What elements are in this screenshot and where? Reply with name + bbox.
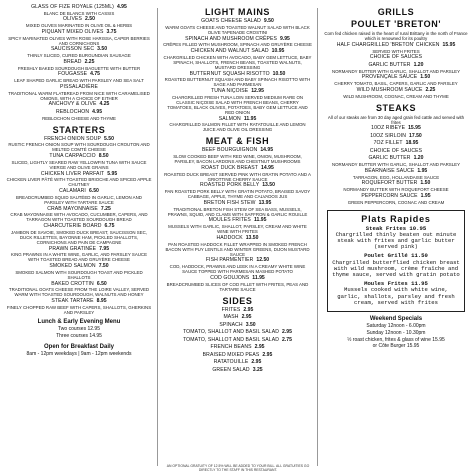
menu-item	[163, 201, 312, 217]
info-line: 8am - 12pm weekdays | 9am - 12pm weekends	[26, 350, 132, 357]
item-price: 3.50	[245, 321, 256, 328]
menu-item-line	[323, 149, 469, 155]
item-name: PEPPERCORN SAUCE	[361, 192, 418, 199]
plat-description: Chargrilled butterflied chicken breast with wild mushroom, crème fraîche and thyme sauce, served with gratin potato	[332, 258, 460, 278]
item-description: FINELY CHOPPED RAW BEEF WITH CAPERS, SHALLOTS, GHERKINS AND PARSLEY	[6, 304, 152, 315]
item-price: 1.50	[420, 180, 431, 187]
breakfast-heading: Open for Breakfast Daily	[43, 343, 115, 350]
item-name: SALMON	[218, 115, 241, 122]
item-name: ROAST DUCK BREAST	[201, 164, 259, 171]
menu-item	[6, 154, 152, 170]
item-price: 2.95	[254, 344, 265, 351]
item-price: 2.95	[243, 306, 254, 313]
steaks-heading: STEAKS	[375, 102, 417, 113]
menu-item	[6, 264, 152, 280]
menu-item	[6, 17, 152, 28]
weekend-specials-heading: Weekend Specials	[369, 315, 423, 322]
menu-item	[323, 194, 469, 205]
item-name: GLASS OF FIZE ROYALE (125ML)	[31, 3, 114, 10]
item-description: SMOKED SALMON WITH SOURDOUGH TOAST AND PICKLED SHALLOTS	[15, 269, 143, 280]
item-name: CHICKEN LIVER PARFAIT	[40, 170, 105, 177]
menu-item	[163, 183, 312, 199]
item-name: BEEF BOURGUIGNON	[201, 147, 258, 154]
item-price: 13.50	[262, 182, 275, 189]
menu-item-line	[323, 43, 469, 49]
menu-item	[6, 102, 152, 108]
item-name: ANCHOVY & OLIVE	[48, 101, 97, 108]
item-name: PIQUANT MIXED OLIVES	[41, 28, 104, 35]
plat-name: Poulet Grillé	[364, 252, 408, 260]
item-price: 4.75	[90, 71, 101, 78]
item-price: 7.25	[100, 205, 111, 212]
item-description: CRAB MAYONNAISE WITH AVOCADO, CUCUMBER, CAPERS, AND TARRAGON WITH TOASTED SOURDOUGH BREAD	[10, 212, 148, 223]
item-name: ROASTED PORK BELLY	[200, 182, 260, 189]
item-price: 8.95	[96, 298, 107, 304]
item-name: 7OZ FILLET	[373, 140, 403, 147]
menu-item	[323, 149, 469, 155]
item-price: 1.50	[420, 74, 431, 81]
plat-name: Moules Frites	[364, 280, 408, 288]
item-name: TUNA NIÇOISE	[211, 88, 249, 94]
item-name: PISSALADIÈRE	[59, 83, 98, 90]
breakfast-lines	[6, 352, 152, 358]
item-price: 8.50	[98, 153, 109, 159]
item-price: 1.20	[413, 155, 424, 162]
menu-item	[163, 353, 312, 359]
item-description: FRESHLY BAKED SOURDOUGH BAGUETTE WITH BUTTER	[17, 65, 141, 71]
menu-item	[163, 236, 312, 257]
item-description: SLOW COOKED BEEF WITH RED WINE, ONION, MUSHROOM, PARSLEY, BACON LARDONS AND CHESTNUT MUSHROOMS	[173, 154, 302, 165]
item-name: BAKED CROTTIN	[51, 280, 94, 287]
item-price: 17.50	[409, 132, 422, 139]
item-name: WILD MUSHROOM SAUCE	[356, 86, 423, 93]
item-price: 12.50	[256, 257, 270, 264]
item-name: SAUCISSON SEC	[50, 46, 95, 53]
menu-item	[163, 37, 312, 48]
item-description: PAN ROASTED HADDOCK FILLET WRAPPED IN SMOKED FRENCH BACON WITH PUY LENTILS AND WINTER GREENS, DIJON MUSTARD SAUCE	[165, 241, 310, 257]
menu-item	[163, 166, 312, 182]
item-description: CHARGRILLED CHICKEN WITH AVOCADO, BABY GEM LETTUCE, BABY SPINACH, SHALLOTS, FRENCH BEANS, TOASTED WALNUTS, MUSTARD DRESSING	[163, 54, 312, 70]
item-description: MIXED OLIVES MARINATED IN OLIVE OIL & HERBS	[25, 23, 133, 28]
menu-item	[323, 181, 469, 192]
item-price: 6.75	[104, 223, 115, 229]
item-name: MOULES FRITES	[208, 217, 251, 224]
item-description: PAN ROASTED PORK BELLY WITH GRATIN POTATO, BRAISED SAVOY CABBAGE, APPLE, THYME AND CALVADOS JUS	[164, 189, 311, 200]
menu-item	[163, 89, 312, 115]
item-price: 7.95	[99, 245, 110, 252]
item-name: GOATS CHEESE SALAD	[201, 18, 261, 24]
menu-item	[163, 345, 312, 351]
menu-item	[6, 72, 152, 83]
item-description: MUSSELS WITH GARLIC, SHALLOT, PARSLEY, CREAM AND WHITE WINE WITH FRITES	[168, 224, 307, 235]
item-name: BRAISED MIXED PEAS	[202, 351, 260, 358]
plat-description: Mussels cooked with white wine, garlic, shallots, parsley and fresh cream, served with frites	[337, 286, 455, 306]
item-description: CHARGRILLED SALMON FILLET WITH RATATOUILLE AND LEMON JUICE AND OLIVE OIL DRESSING	[169, 122, 306, 133]
menu-item	[6, 60, 152, 71]
menu-item	[323, 55, 469, 61]
item-name: FRITES	[221, 306, 241, 313]
item-name: STEAK TARTARE	[51, 298, 94, 304]
item-price: 3.25	[252, 366, 263, 373]
item-name: OLIVES	[63, 16, 83, 23]
menu-item	[6, 299, 152, 315]
plat-description: Chargrilled thinly beaten out minute steak with frites and garlic butter (served pink)	[335, 230, 457, 251]
menu-item	[163, 258, 312, 274]
menu-item	[323, 43, 469, 54]
menu-item	[6, 47, 152, 58]
menu-item-line	[6, 102, 152, 108]
poulet-heading: POULET 'BRETON'	[350, 19, 442, 29]
item-description: NORMANDY BUTTER WITH GARLIC, SHALLOT AND PARSLEY	[331, 162, 461, 167]
item-name: CHICKEN AND WALNUT SALAD	[190, 48, 269, 54]
sides-list	[163, 308, 312, 374]
menu-item	[323, 126, 469, 132]
item-name: 10OZ SIRLOIN	[370, 132, 406, 139]
steaks-intro: All of our steaks are from 30 day aged grain fed cattle and served with frites	[327, 114, 465, 125]
item-description: NORMANDY BUTTER WITH ROQUEFORT CHEESE	[343, 187, 449, 192]
menu-item-line	[163, 338, 312, 344]
menu-item	[6, 30, 152, 46]
item-price: 1.20	[413, 61, 424, 68]
item-name: FISH PARMENTIER	[205, 257, 254, 264]
light-mains-list	[163, 19, 312, 132]
menu-item	[6, 224, 152, 245]
menu-item-line	[163, 360, 312, 366]
item-price: 2.95	[241, 314, 252, 321]
item-name: CHOICE OF SAUCES	[369, 147, 423, 154]
light-mains-heading: LIGHT MAINS	[204, 7, 271, 17]
item-price: 9.95	[279, 35, 290, 42]
lunch-menu-lines	[6, 327, 152, 340]
item-price: 3.50	[97, 46, 108, 53]
menu-column-middle	[163, 3, 312, 472]
item-price: 5.50	[103, 135, 114, 142]
menu-item	[323, 134, 469, 140]
menu-item-line	[163, 323, 312, 329]
column-divider	[157, 8, 158, 466]
menu-item-line	[323, 141, 469, 147]
item-price: 2.50	[85, 16, 95, 23]
plats-rapides-box	[327, 210, 465, 312]
item-description: TARRAGON, EGG, HOLLANDAISE SAUCE	[352, 174, 440, 180]
item-name: GARLIC BUTTER	[368, 61, 411, 68]
menu-item-line	[163, 353, 312, 359]
plat-price: 11.95	[411, 280, 428, 288]
menu-item	[6, 85, 152, 101]
weekend-specials-lines	[323, 324, 469, 350]
menu-item	[6, 110, 152, 121]
item-price: 12.95	[251, 88, 264, 94]
starters-heading: STARTERS	[52, 124, 106, 135]
item-name: TOMATO, SHALLOT AND BASIL SALAD	[183, 336, 280, 343]
item-description: TRADITIONAL BRETON FISH STEW OF SEA BASS, MUSSELS, PRAWNS, SQUID, AND CLAMS WITH SAFFRON & GARLIC ROUILLE	[167, 206, 308, 217]
menu-item	[163, 117, 312, 133]
menu-item	[6, 189, 152, 205]
item-name: CHARCUTERIE BOARD	[43, 223, 102, 229]
poulet-list	[323, 43, 469, 99]
item-description: RUSTIC FRENCH ONION SOUP WITH SOURDOUGH CROUTON AND MELTED COMTÉ CHEESE	[8, 142, 150, 153]
menu-item	[163, 19, 312, 35]
item-price: 2.25	[425, 86, 436, 93]
item-description: TRADITIONAL WARM FLATBREAD FROM NICE WITH CARAMELISED ONIONS, WITH A CHOICE OF EITHER	[8, 90, 150, 101]
plat-item	[331, 253, 461, 278]
item-name: REBLOCHON	[55, 108, 90, 115]
item-price: 9.50	[263, 18, 274, 24]
item-price: 3.75	[106, 28, 117, 35]
menu-item	[163, 148, 312, 164]
item-description: CHARGRILLED FRESH TUNA LOIN SERVED MEDIUM RARE ON CLASSIC NIÇOISE SALAD WITH FRENCH BEANS, CHERRY TOMATOES, BLACK OLIVES, POTATOES, BABY GEM LETTUCE AND RED ONION	[167, 94, 308, 115]
item-name: PRAWN GRATINÉE	[48, 245, 97, 252]
item-name: HALF CHARGRILLED 'BRETON' CHICKEN	[336, 41, 440, 48]
menu-item-line	[163, 315, 312, 321]
item-name: RATATOUILLE	[213, 359, 249, 366]
plat-price: 10.95	[409, 224, 427, 232]
item-name: HADDOCK	[216, 234, 243, 241]
starters-list	[6, 137, 152, 315]
menu-item-line	[163, 330, 312, 336]
menu-item-line	[163, 368, 312, 374]
item-price: 1.95	[420, 192, 431, 199]
column-divider	[317, 8, 318, 466]
menu-item-line	[323, 134, 469, 140]
item-price: 18.95	[405, 140, 419, 147]
item-name: FOUGASSE	[57, 71, 88, 78]
item-description: BREADCRUMBED SLICES OF COD FILLET WITH FRITES, PEAS AND TARTARE SAUCE	[166, 281, 309, 292]
item-name: PROVENÇALE SAUCE	[361, 74, 418, 81]
gratuity-footnote: AN OPTIONAL GRATUITY OF 12.5% WILL BE ADDED TO YOUR BILL. ALL GRATUITIES GO DIRECTLY TO THE STAFF IN THIS RESTAURANT.	[166, 464, 310, 473]
item-price: 11.95	[253, 217, 267, 224]
info-line: Sunday 12noon - 10.30pm	[366, 329, 426, 336]
steak-sauces-list	[323, 149, 469, 205]
menu-item	[323, 63, 469, 74]
menu-column-right	[323, 3, 469, 472]
item-name: BREAD	[63, 58, 82, 65]
menu-item	[323, 141, 469, 147]
item-price: 4.95	[116, 3, 127, 10]
item-price: 2.95	[251, 359, 262, 366]
item-description: JAMBON DE SAVOIE, SMOKED DUCK BREAST, SAUCISSON SEC, DUCK RILLETTES, BAYONNE HAM, PICKLED SHALLOTS, CORNICHONS AND PAIN DE CAMPAGNE	[10, 229, 148, 245]
menu-item	[163, 323, 312, 329]
item-price: 6.50	[96, 280, 107, 287]
menu-item	[6, 247, 152, 263]
item-description: CHERRY TOMATO, BASIL, CAPERS, GARLIC AND PARSLEY	[334, 81, 458, 86]
meat-fish-heading: MEAT & FISH	[205, 136, 270, 147]
item-price: 15.95	[408, 125, 421, 132]
item-price: 2.25	[84, 58, 95, 65]
item-price: 1.95	[417, 167, 428, 174]
item-description: SLICED, LIGHTLY SEARED RAW YELLOWFIN TUNA WITH SAUCE VIERGE AND OLIVE GRAINS	[11, 159, 147, 170]
menu-item-line	[163, 345, 312, 351]
menu-item	[323, 75, 469, 86]
item-description: CRÊPES FILLED WITH MUSHROOM, SPINACH AND GRUYÈRE CHEESE	[163, 42, 312, 48]
steaks-list	[323, 126, 469, 147]
item-price: 15.95	[442, 41, 456, 48]
menu-item	[6, 282, 152, 298]
item-description: SERVED WITH FRITES	[372, 48, 420, 54]
item-price: 14.95	[260, 147, 274, 154]
item-name: MASH	[223, 314, 239, 321]
item-name: TOMATO, SHALLOT AND BASIL SALAD	[183, 329, 280, 336]
menu-item	[6, 137, 152, 153]
menu-item	[323, 156, 469, 167]
menu-item	[163, 218, 312, 234]
menu-item-line	[323, 126, 469, 132]
item-name: 10OZ RIBEYE	[371, 125, 406, 132]
item-price: 4.25	[99, 101, 110, 108]
menu-item	[6, 207, 152, 223]
item-description: WARM GOATS CHEESE AND TOASTED WALNUT SALAD WITH BLACK OLIVE TAPENADE CROSTINI	[165, 24, 310, 35]
item-name: TUNA CARPACCIO	[49, 153, 96, 159]
item-name: FRENCH ONION SOUP	[44, 135, 101, 142]
item-description: COD, HADDOCK, PRAWNS AND LEEK IN A CREAMY WHITE WINE SAUCE TOPPED WITH PARMESAN MASHED POTATO	[169, 264, 306, 275]
item-price: 11.95	[243, 115, 257, 122]
item-price: 13.95	[258, 199, 272, 206]
menu-item-line	[323, 55, 469, 61]
menu-item	[6, 172, 152, 188]
plat-item	[331, 281, 461, 306]
item-name: BUTTERNUT SQUASH RISOTTO	[189, 70, 270, 77]
menu-item	[163, 338, 312, 344]
item-description: THINLY SLICED, CURED BURGUNDIAN SAUSAGE	[27, 53, 131, 58]
menu-item	[323, 88, 469, 99]
item-description: ROASTED DUCK BREAST SERVED PINK WITH GRATIN POTATO AND A GRIOTTINE CHERRY SAUCE	[164, 171, 311, 182]
plats-rapides-heading: Plats Rapides	[361, 213, 431, 224]
item-price: 11.95	[252, 274, 265, 281]
item-price: 10.95	[271, 48, 285, 54]
info-line: or Côte Burger 15.95	[372, 343, 420, 350]
item-price: 7.50	[98, 263, 109, 269]
item-price: 2.95	[282, 329, 292, 336]
menu-item	[323, 169, 469, 180]
item-price: 2.95	[262, 351, 273, 358]
item-name: GREEN SALAD	[212, 366, 250, 373]
item-description: REBLOCHON CHEESE AND THYME	[42, 115, 116, 121]
item-name: CALAMARI	[59, 188, 86, 194]
item-name: CHOICE OF SAUCES	[369, 54, 423, 61]
item-name: BÉARNAISE SAUCE	[364, 167, 415, 174]
lunch-menu-heading: Lunch & Early Evening Menu	[37, 318, 121, 325]
info-line: Three courses 14.95	[56, 332, 102, 339]
appetiser-list	[6, 5, 152, 121]
item-name: SMOKED SALMON	[49, 263, 96, 269]
item-price: 6.50	[88, 188, 99, 194]
item-name: ROQUEFORT BUTTER	[361, 180, 418, 187]
menu-item-line	[163, 308, 312, 314]
item-price: 13.50	[245, 234, 259, 241]
menu-item	[163, 315, 312, 321]
item-description: TRADITIONAL GOATS CHEESE FROM THE LOIRE VALLEY, SERVED WARM WITH TOASTED SOURDOUGH, WALNUTS AND HONEY	[8, 287, 150, 298]
item-name: CRAB MAYONNAISE	[47, 205, 98, 212]
item-price: 10.50	[272, 70, 286, 77]
item-name: GARLIC BUTTER	[368, 155, 411, 162]
menu-item	[163, 330, 312, 336]
item-name: COD GOUJONS	[210, 274, 250, 281]
item-description: BLANC DE BLANCS WITH CASSIS	[43, 10, 115, 16]
item-description: SPICY MARINATED OLIVES WITH ROSE HARISSA, CAPER BERRIES AND CORNICHONS	[8, 35, 150, 46]
plat-price: 11.50	[411, 252, 428, 260]
menu-item	[6, 5, 152, 16]
poulet-intro: Corn fed chicken raised in the heart of rural Brittany in the north of France which is renowned for its poultry	[324, 31, 468, 41]
item-description: GREEN PEPPERCORN, COGNAC AND CREAM	[347, 199, 445, 205]
item-description: CHICKEN LIVER PÂTÉ WITH TOASTED BRIOCHE AND SPICED APPLE CHUTNEY	[6, 177, 152, 188]
item-name: FRENCH BEANS	[210, 344, 252, 351]
info-line: ½ roast chicken, frites & glass of wine 15.95	[347, 336, 445, 343]
meat-fish-list	[163, 148, 312, 291]
menu-item	[163, 49, 312, 70]
item-description: WILD MUSHROOM, COGNAC, CREAM AND THYME	[343, 93, 449, 99]
item-price: 14.95	[261, 164, 274, 171]
item-price: 5.95	[107, 170, 118, 177]
item-description: LEAF SHAPED GARLIC BREAD WITH PARSLEY AND SEA SALT	[14, 78, 144, 83]
menu-item	[163, 360, 312, 366]
menu-item	[163, 276, 312, 292]
menu-column-left	[6, 3, 152, 472]
menu-item	[163, 308, 312, 314]
info-line: Saturday 12noon - 6.00pm	[366, 322, 426, 329]
item-description: NORMANDY BUTTER WITH GARLIC, SHALLOT AND PARSLEY	[331, 68, 461, 74]
plats-rapides-list	[331, 226, 461, 306]
plat-item	[331, 226, 461, 251]
item-description: BREADCRUMBED SQUID SAUTÉED IN GARLIC, LEMON AND PARSLEY WITH TARTARE SAUCE	[16, 194, 142, 205]
menu-item	[163, 368, 312, 374]
item-name: BRETON FISH STEW	[203, 199, 256, 206]
item-price: 4.95	[92, 108, 103, 115]
plat-name: Steak Frites	[365, 224, 407, 232]
item-name: SPINACH AND MUSHROOM CRÊPES	[185, 35, 277, 42]
info-line: Two courses 12.95	[58, 325, 100, 332]
item-description: ROASTED BUTTERNUT SQUASH AND BABY SPINACH RISOTTO WITH SAGE AND PARMESAN	[164, 77, 311, 88]
item-name: SPINACH	[219, 321, 243, 328]
menu-item	[163, 72, 312, 88]
sides-heading: SIDES	[222, 295, 253, 306]
grills-heading: GRILLS	[377, 7, 415, 17]
item-description: KING PRAWNS IN A WHITE WINE, GARLIC, AND PARSLEY SAUCE WITH TOASTED BREAD AND GRUYÈRE CHEESE	[10, 252, 148, 263]
item-price: 2.75	[282, 336, 292, 343]
